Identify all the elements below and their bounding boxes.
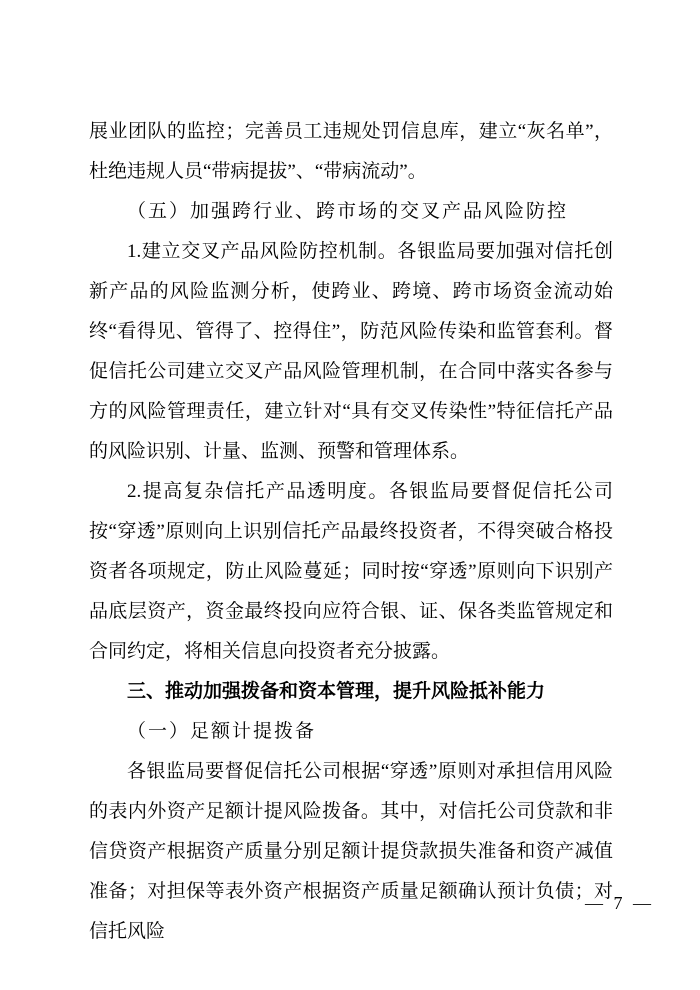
subsection-heading-one: （一）足额计提拨备	[127, 721, 317, 742]
page-number: — 7 —	[585, 893, 654, 913]
paragraph-item-2: 2.提高复杂信托产品透明度。各银监局要督促信托公司按“穿透”原则向上识别信托产品最终投资者，不得突破合格投资者各项规定，防止风险蔓延；同时按“穿透”原则向下识别产品底层资产，资金最终投向应符合银、证、保各类监管规定和合同约定，将相关信息向投资者充分披露。	[89, 481, 613, 662]
paragraph-body: 各银监局要督促信托公司根据“穿透”原则对承担信用风险的表内外资产足额计提风险拨备。其中，对信托公司贷款和非信贷资产根据资产质量分别足额计提贷款损失准备和资产减值准备；对担保等表外资产根据资产质量足额确认预计负债；对信托风险	[89, 761, 613, 942]
paragraph-item-1: 1.建立交叉产品风险防控机制。各银监局要加强对信托创新产品的风险监测分析，使跨业、跨境、跨市场资金流动始终“看得见、管得了、控得住”，防范风险传染和监管套利。督促信托公司建立交叉产品风险管理机制，在合同中落实各参与方的风险管理责任，建立针对“具有交叉传染性”特征信托产品的风险识别、计量、监测、预警和管理体系。	[89, 241, 613, 462]
document-body	[89, 112, 613, 952]
section-heading-three: 三、推动加强拨备和资本管理，提升风险抵补能力	[127, 681, 546, 702]
paragraph-continuation: 展业团队的监控；完善员工违规处罚信息库，建立“灰名单”，杜绝违规人员“带病提拔”、“带病流动”。	[89, 121, 613, 182]
section-heading-five: （五）加强跨行业、跨市场的交叉产品风险防控	[127, 201, 569, 222]
